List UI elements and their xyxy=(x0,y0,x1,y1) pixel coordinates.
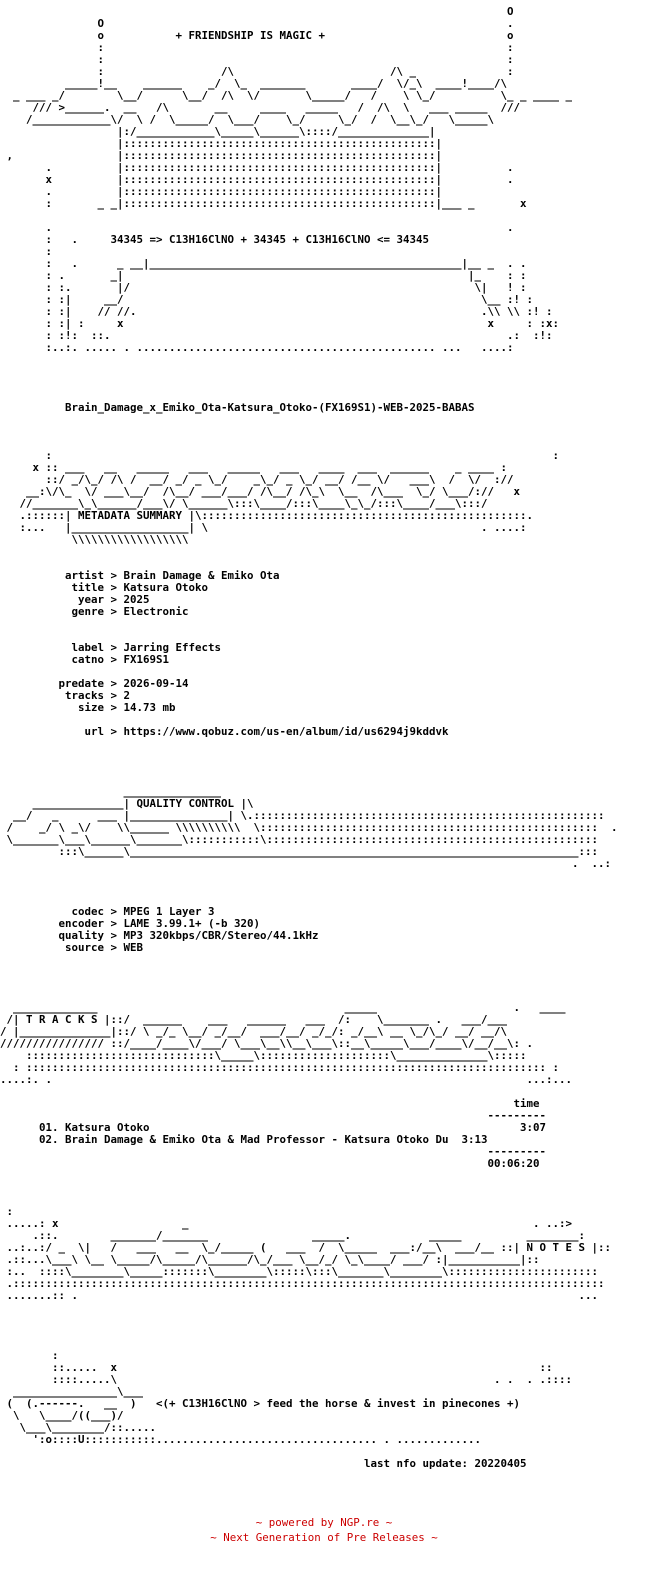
footer-tagline: ~ Next Generation of Pre Releases ~ xyxy=(210,1531,438,1544)
footer xyxy=(0,1515,648,1545)
nfo-text: O O . o + FRIENDSHIP IS MAGIC + o : : : : : /\ /\ _ : _____!__ ______ _/ \_ _______ ____/ \/_\ ____!____/\ _ ___ _/ \__/ \__/ /\ \/ \_____/ / \ \_/ \_ _ ____ _ /// >______. __ /\ __ ____ _____ / /\ \ ___ _____ /// /____________\/ \ / \_____/ \___/ \_/ \_/ / \__\_/ \_____\ |:/____________\_____\______\::::/______________| |::::::::::::::::::::::::::::::::::::::::::::::::| , |::::::::::::::::::::::::::::::::::::::::::::::::| . |::::::::::::::::::::::::::::::::::::::::::::::::| . x |::::::::::::::::::::::::::::::::::::::::::::::::| . . |::::::::::::::::::::::::::::::::::::::::::::::::| : _ _|::::::::::::::::::::::::::::::::::::::::::::::::|___ _ x . . : . 34345 => C13H16ClNO + 34345 + C13H16ClNO <= 34345 : : . _ __|________________________________________________|__ _ . . : . _| |_ : : : :. |/ \| ! : : :| __/ \__ :! : : :| // //. .\\ \\ :! : : :| : x x : :x: : :!: ::. .: :!: :..:. ..... . .............................................. ... ....: Brain_Damage_x_Emiko_Ota-Katsura_Otoko-(FX169S1)-WEB-2025-BABAS : : x :: ___ __ _____ ___ _____ ___ ____ ___ ______ _ ____ : ::/ _/\_/ /\ / __/ _/ _ \_/ _\_/ _ \_/ __/ /__ \/ ___\ / \/ :// __:\/\_ \/ ___\__/ /\__/ ___/___/ /\__/ /\_\ \__ /\___ \_/ \___/:// x //_______\_\______/___\/ \______\:::\____/:::\____\_\_/:::\____/___\:::/ .::::::| METADATA SUMMARY |\::::::::::::::::::::::::::::::::::::::::::::::::::. :... |__________________| \ . ....: \\\\\\\\\\\\\\\\\\ artist > Brain Damage & Emiko Ota title > Katsura Otoko year > 2025 genre > Electronic label > Jarring Effects catno > FX169S1 predate > 2026-09-14 tracks > 2 size > 14.73 mb url > https://www.qobuz.com/us-en/album/id/us6294j9kddvk _______________ ______________| QUALITY CONTROL |\ __/ _ ___ |_______________| \.:::::::::::::::::::::::::::::::::::::::::::::::::::::: / _/ \ _\/ \\______ \\\\\\\\\\ \:::::::::::::::::::::::::::::::::::::::::::::::::::: . \_______\___\______\_______\:::::::::::\::::::::::::::::::::::::::::::::::::::::::::::::::: :::\______\_____________________________________________________________________::: . ..: codec > MPEG 1 Layer 3 encoder > LAME 3.99.1+ (-b 320) quality > MP3 320kbps/CBR/Stereo/44.1kHz source > WEB _____________ _____ . ____ /| T R A C K S |::/ ______ ___ ______ ___ /: \_______ . ___/___ / |______________|::/ \ _/_ \__/ _/__/ ___/__/ _/_/: _/__\ __ \_/\_/ __/ __/\ //////////////// ::/____/____\/___/ \___\__\\__\___\::__\_____\___/____\/__/__\: . :::::::::::::::::::::::::::::\_____\::::::::::::::::::::\______________\::::: : :::::::::::::::::::::::::::::::::::::::::::::::::::::::::::::::::::::::::::::::: : ....:. . ...:... time --------- 01. Katsura Otoko 3:07 02. Brain Damage & Emiko Ota & Mad Professor - Katsura Otoko Du 3:13 --------- 00:06:20 : .....: x _ . ..:> .::. _______/_______ _____. _____ ________: ..:..:/ _ \| / ___ __ \_/_____ ( ___ / \_____ ___:/__\ ___/__ ::| N O T E S |:: .::...\___\ \__ \_____/\_____/\______/\_/___ \__/_/ \_\____/ ___/ :|___________|:: :.. ::::\________\_____:::::::\________\:::::\:::\_______\________\::::::::::::::::::::::: .::::::::::::::::::::::::::::::::::::::::::::::::::::::::::::::::::::::::::::::::::::::::::: .......:: . ... : ::..... x :: ::::.....\ . . . .:::: ________________\___ ( (.------. __ ) <(+ C13H16ClNO > feed the horse & invest in pinecones +) \ \____/((___)/ \___\________/::..... ':o::::U:::::::::::.................................. . ............. last nfo update: 20220405 xyxy=(0,5,618,1470)
footer-powered-by[interactable]: ~ powered by NGP.re ~ xyxy=(255,1516,393,1529)
